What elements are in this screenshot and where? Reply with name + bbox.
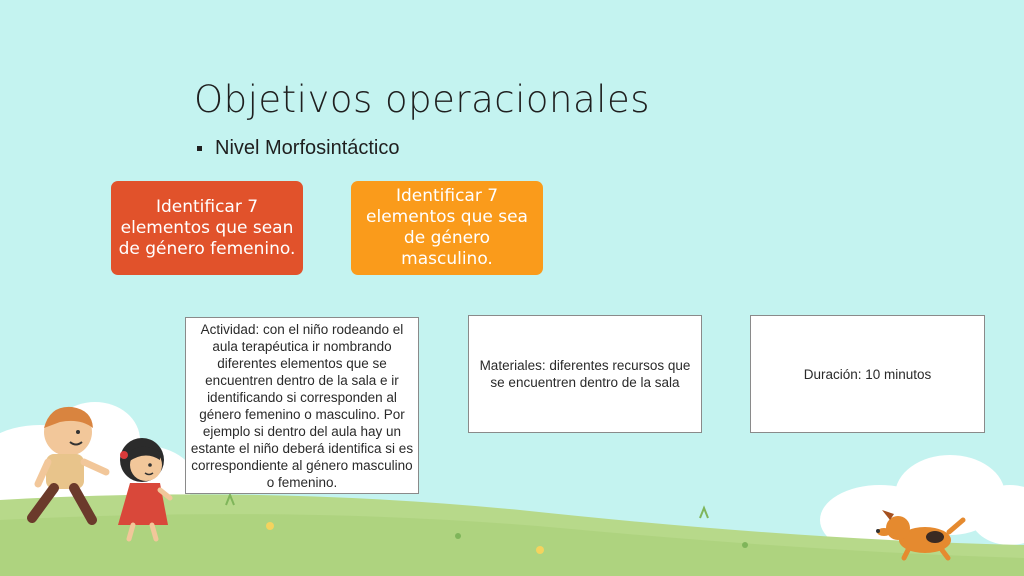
bullet-item: [197, 137, 400, 160]
bullet-square-icon: [197, 146, 202, 151]
objective-femenino-text: Identificar 7 elementos que sean de género femenino.: [118, 196, 296, 259]
activity-box: [185, 317, 419, 494]
objective-femenino-box: [111, 181, 303, 275]
activity-text: Actividad: con el niño rodeando el aula terapéutica ir nombrando diferentes elementos que se encuentren dentro de la sala e ir identificando si corresponden al género femenino o masculino. Por ejemplo si dentro del aula hay un estante el niño deberá identifica si es correspondiente al género masculino o femenino.: [190, 321, 414, 490]
duration-box: [750, 315, 985, 433]
objective-masculino-text: Identificar 7 elementos que sea de género masculino.: [366, 186, 528, 269]
materials-text: Materiales: diferentes recursos que se encuentren dentro de la sala: [479, 358, 691, 390]
bullet-text: Nivel Morfosintáctico: [215, 137, 400, 159]
slide-title: Objetivos operacionales: [194, 78, 650, 121]
objective-masculino-box: [351, 181, 543, 275]
materials-box: [468, 315, 702, 433]
duration-text: Duración: 10 minutos: [803, 366, 932, 382]
